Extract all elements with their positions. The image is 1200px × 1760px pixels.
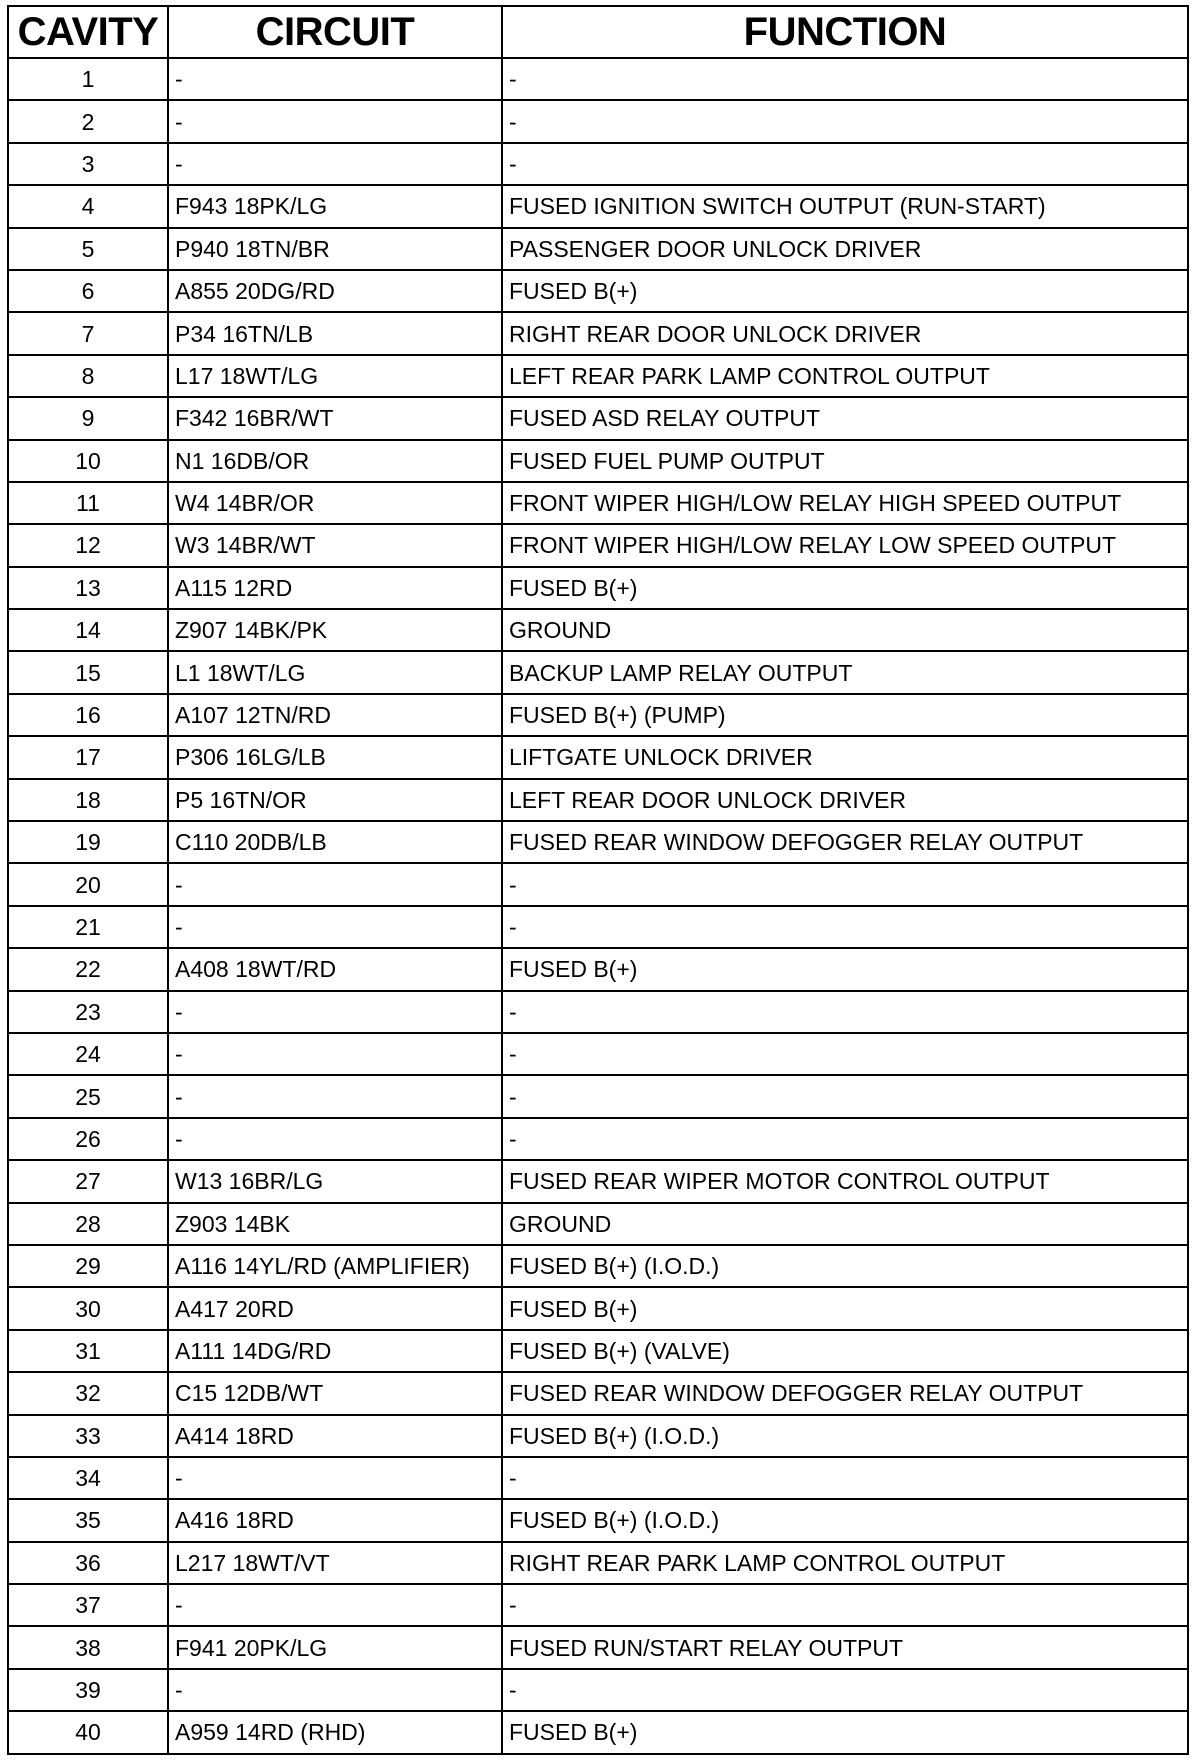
cavity-cell: 25: [8, 1075, 168, 1117]
table-row: [8, 312, 1188, 354]
table-row: [8, 609, 1188, 651]
function-cell: -: [502, 58, 1188, 100]
cavity-cell: 39: [8, 1669, 168, 1711]
cavity-cell: 24: [8, 1033, 168, 1075]
table-row: [8, 948, 1188, 990]
table-row: [8, 1287, 1188, 1329]
function-cell: FUSED B(+) (I.O.D.): [502, 1245, 1188, 1287]
table-row: [8, 567, 1188, 609]
circuit-cell: -: [168, 991, 502, 1033]
cavity-cell: 36: [8, 1542, 168, 1584]
table-row: [8, 482, 1188, 524]
circuit-cell: -: [168, 100, 502, 142]
circuit-cell: A959 14RD (RHD): [168, 1711, 502, 1753]
cavity-cell: 6: [8, 270, 168, 312]
function-cell: RIGHT REAR PARK LAMP CONTROL OUTPUT: [502, 1542, 1188, 1584]
table-row: [8, 185, 1188, 227]
table-row: [8, 906, 1188, 948]
function-cell: FRONT WIPER HIGH/LOW RELAY HIGH SPEED OUTPUT: [502, 482, 1188, 524]
circuit-cell: A416 18RD: [168, 1499, 502, 1541]
circuit-cell: A417 20RD: [168, 1287, 502, 1329]
circuit-cell: A116 14YL/RD (AMPLIFIER): [168, 1245, 502, 1287]
connector-pinout-table: [7, 5, 1189, 1755]
function-cell: -: [502, 1669, 1188, 1711]
circuit-cell: A408 18WT/RD: [168, 948, 502, 990]
table-row: [8, 524, 1188, 566]
function-cell: FRONT WIPER HIGH/LOW RELAY LOW SPEED OUTPUT: [502, 524, 1188, 566]
table-row: [8, 270, 1188, 312]
circuit-cell: N1 16DB/OR: [168, 440, 502, 482]
cavity-cell: 40: [8, 1711, 168, 1753]
table-row: [8, 355, 1188, 397]
table-row: [8, 1372, 1188, 1414]
table-row: [8, 1499, 1188, 1541]
table-row: [8, 397, 1188, 439]
function-cell: FUSED B(+): [502, 1711, 1188, 1753]
function-cell: FUSED B(+) (I.O.D.): [502, 1415, 1188, 1457]
function-cell: FUSED REAR WIPER MOTOR CONTROL OUTPUT: [502, 1160, 1188, 1202]
table-row: [8, 1245, 1188, 1287]
table-row: [8, 1711, 1188, 1753]
table-row: [8, 1457, 1188, 1499]
cavity-cell: 29: [8, 1245, 168, 1287]
circuit-cell: A855 20DG/RD: [168, 270, 502, 312]
cavity-cell: 11: [8, 482, 168, 524]
circuit-cell: P306 16LG/LB: [168, 736, 502, 778]
table-row: [8, 1075, 1188, 1117]
circuit-cell: L1 18WT/LG: [168, 651, 502, 693]
circuit-cell: W13 16BR/LG: [168, 1160, 502, 1202]
circuit-cell: -: [168, 1669, 502, 1711]
circuit-cell: A107 12TN/RD: [168, 694, 502, 736]
circuit-cell: -: [168, 58, 502, 100]
cavity-cell: 18: [8, 779, 168, 821]
cavity-cell: 22: [8, 948, 168, 990]
circuit-cell: -: [168, 1584, 502, 1626]
table-row: [8, 1160, 1188, 1202]
table-row: [8, 863, 1188, 905]
circuit-cell: A414 18RD: [168, 1415, 502, 1457]
circuit-cell: P34 16TN/LB: [168, 312, 502, 354]
circuit-cell: Z903 14BK: [168, 1203, 502, 1245]
circuit-cell: P940 18TN/BR: [168, 228, 502, 270]
cavity-cell: 4: [8, 185, 168, 227]
table-row: [8, 1669, 1188, 1711]
circuit-cell: -: [168, 863, 502, 905]
cavity-cell: 38: [8, 1626, 168, 1668]
table-header-row: [8, 6, 1188, 58]
cavity-cell: 10: [8, 440, 168, 482]
cavity-cell: 23: [8, 991, 168, 1033]
cavity-cell: 17: [8, 736, 168, 778]
function-cell: -: [502, 1033, 1188, 1075]
table-body: [8, 58, 1188, 1754]
cavity-cell: 20: [8, 863, 168, 905]
table-row: [8, 651, 1188, 693]
cavity-cell: 27: [8, 1160, 168, 1202]
table-row: [8, 228, 1188, 270]
cavity-cell: 32: [8, 1372, 168, 1414]
cavity-cell: 2: [8, 100, 168, 142]
cavity-cell: 8: [8, 355, 168, 397]
circuit-cell: -: [168, 1457, 502, 1499]
cavity-cell: 26: [8, 1118, 168, 1160]
function-cell: GROUND: [502, 609, 1188, 651]
cavity-cell: 7: [8, 312, 168, 354]
cavity-cell: 35: [8, 1499, 168, 1541]
circuit-cell: -: [168, 1118, 502, 1160]
circuit-cell: F342 16BR/WT: [168, 397, 502, 439]
function-cell: RIGHT REAR DOOR UNLOCK DRIVER: [502, 312, 1188, 354]
function-cell: -: [502, 906, 1188, 948]
cavity-cell: 31: [8, 1330, 168, 1372]
table-row: [8, 1542, 1188, 1584]
table-row: [8, 779, 1188, 821]
circuit-cell: -: [168, 1075, 502, 1117]
cavity-cell: 28: [8, 1203, 168, 1245]
function-cell: FUSED FUEL PUMP OUTPUT: [502, 440, 1188, 482]
cavity-cell: 34: [8, 1457, 168, 1499]
function-cell: -: [502, 863, 1188, 905]
circuit-cell: A111 14DG/RD: [168, 1330, 502, 1372]
table-row: [8, 1584, 1188, 1626]
function-cell: -: [502, 143, 1188, 185]
circuit-cell: W4 14BR/OR: [168, 482, 502, 524]
function-cell: FUSED B(+) (I.O.D.): [502, 1499, 1188, 1541]
function-cell: FUSED B(+): [502, 948, 1188, 990]
table-row: [8, 143, 1188, 185]
cavity-cell: 19: [8, 821, 168, 863]
cavity-cell: 3: [8, 143, 168, 185]
cavity-cell: 15: [8, 651, 168, 693]
cavity-cell: 33: [8, 1415, 168, 1457]
cavity-cell: 16: [8, 694, 168, 736]
function-cell: FUSED B(+) (PUMP): [502, 694, 1188, 736]
function-cell: FUSED IGNITION SWITCH OUTPUT (RUN-START): [502, 185, 1188, 227]
cavity-cell: 14: [8, 609, 168, 651]
function-cell: FUSED REAR WINDOW DEFOGGER RELAY OUTPUT: [502, 1372, 1188, 1414]
table-row: [8, 1118, 1188, 1160]
header-function: FUNCTION: [502, 6, 1188, 58]
circuit-cell: C15 12DB/WT: [168, 1372, 502, 1414]
table-row: [8, 1626, 1188, 1668]
function-cell: -: [502, 1118, 1188, 1160]
circuit-cell: Z907 14BK/PK: [168, 609, 502, 651]
table-row: [8, 991, 1188, 1033]
function-cell: -: [502, 1584, 1188, 1626]
function-cell: -: [502, 100, 1188, 142]
circuit-cell: L17 18WT/LG: [168, 355, 502, 397]
function-cell: -: [502, 991, 1188, 1033]
table-row: [8, 1203, 1188, 1245]
function-cell: FUSED REAR WINDOW DEFOGGER RELAY OUTPUT: [502, 821, 1188, 863]
function-cell: BACKUP LAMP RELAY OUTPUT: [502, 651, 1188, 693]
circuit-cell: C110 20DB/LB: [168, 821, 502, 863]
function-cell: FUSED ASD RELAY OUTPUT: [502, 397, 1188, 439]
function-cell: FUSED B(+): [502, 1287, 1188, 1329]
connector-pinout-table-container: [7, 5, 1187, 1755]
circuit-cell: P5 16TN/OR: [168, 779, 502, 821]
table-row: [8, 440, 1188, 482]
cavity-cell: 12: [8, 524, 168, 566]
function-cell: PASSENGER DOOR UNLOCK DRIVER: [502, 228, 1188, 270]
circuit-cell: -: [168, 906, 502, 948]
header-circuit: CIRCUIT: [168, 6, 502, 58]
table-row: [8, 694, 1188, 736]
table-row: [8, 100, 1188, 142]
table-row: [8, 736, 1188, 778]
table-row: [8, 1330, 1188, 1372]
cavity-cell: 37: [8, 1584, 168, 1626]
function-cell: -: [502, 1075, 1188, 1117]
function-cell: LEFT REAR DOOR UNLOCK DRIVER: [502, 779, 1188, 821]
cavity-cell: 5: [8, 228, 168, 270]
circuit-cell: -: [168, 143, 502, 185]
cavity-cell: 21: [8, 906, 168, 948]
cavity-cell: 30: [8, 1287, 168, 1329]
function-cell: FUSED B(+): [502, 270, 1188, 312]
cavity-cell: 1: [8, 58, 168, 100]
circuit-cell: A115 12RD: [168, 567, 502, 609]
circuit-cell: W3 14BR/WT: [168, 524, 502, 566]
function-cell: FUSED B(+): [502, 567, 1188, 609]
table-row: [8, 1415, 1188, 1457]
circuit-cell: L217 18WT/VT: [168, 1542, 502, 1584]
header-cavity: CAVITY: [8, 6, 168, 58]
function-cell: LIFTGATE UNLOCK DRIVER: [502, 736, 1188, 778]
function-cell: FUSED B(+) (VALVE): [502, 1330, 1188, 1372]
circuit-cell: -: [168, 1033, 502, 1075]
cavity-cell: 13: [8, 567, 168, 609]
function-cell: LEFT REAR PARK LAMP CONTROL OUTPUT: [502, 355, 1188, 397]
table-row: [8, 821, 1188, 863]
function-cell: GROUND: [502, 1203, 1188, 1245]
circuit-cell: F941 20PK/LG: [168, 1626, 502, 1668]
function-cell: -: [502, 1457, 1188, 1499]
table-row: [8, 58, 1188, 100]
function-cell: FUSED RUN/START RELAY OUTPUT: [502, 1626, 1188, 1668]
circuit-cell: F943 18PK/LG: [168, 185, 502, 227]
table-row: [8, 1033, 1188, 1075]
cavity-cell: 9: [8, 397, 168, 439]
